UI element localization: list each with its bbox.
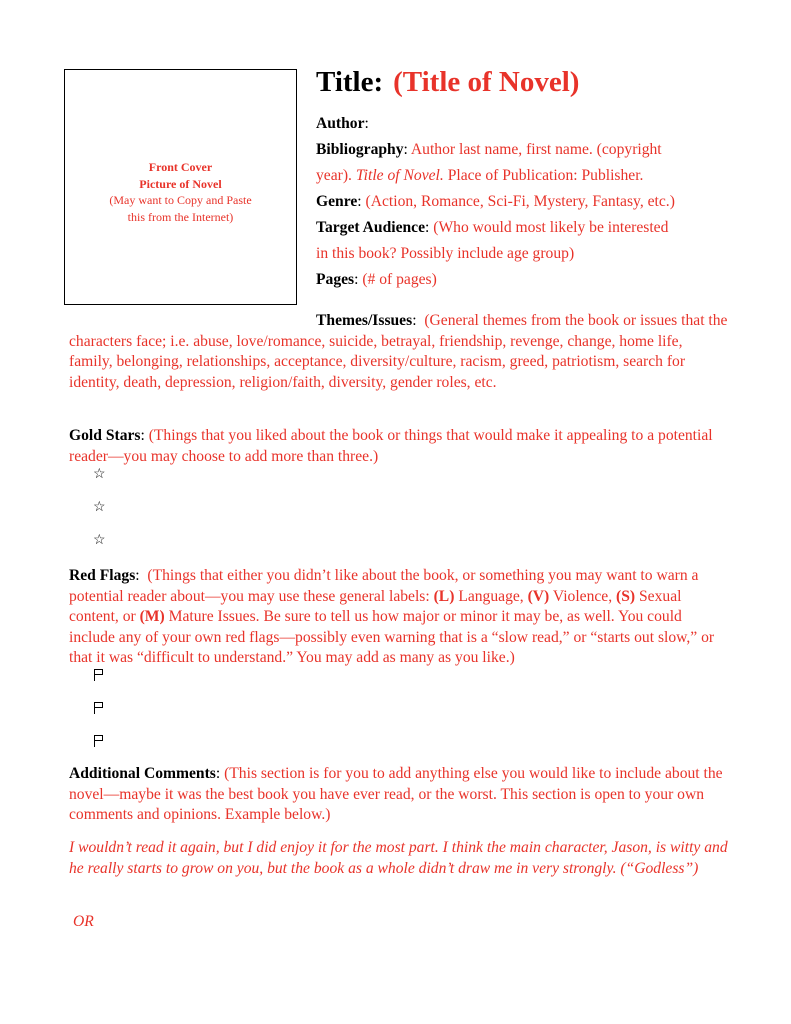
flag-bullet-2-icon xyxy=(93,701,105,715)
title-label: Title: xyxy=(316,66,384,98)
red-flags-label: Red Flags xyxy=(69,567,136,584)
audience-text-1: (Who would most likely be interested xyxy=(433,219,669,236)
red-flags-text-5: Mature Issues. Be sure to tell us how major or minor it may be, as well. You could include any of your own red flags—possibly even warning that is a “slow read,” or “starts out slow,” or that it was “difficult to understand.” You may add as many as you like.) xyxy=(69,608,715,666)
page-title xyxy=(316,66,579,99)
book-info xyxy=(316,111,726,293)
or-section xyxy=(73,912,733,933)
author-row xyxy=(316,111,726,137)
genre-label: Genre xyxy=(316,193,358,210)
or-text: OR xyxy=(73,913,94,930)
additional-comments-section: Additional Comments: (This section is for you to add anything else you would like to include about the novel—maybe it was the best book you have ever read, or the worst. This section is open to your own comments and opinions. Example below.) xyxy=(69,765,723,823)
title-value: (Title of Novel) xyxy=(393,66,580,98)
example-text: I wouldn’t read it again, but I did enjoy it for the most part. I think the main character, Jason, is witty and he really starts to grow on you, but the book as a whole didn’t draw me in very strongly. (“Godless”) xyxy=(69,839,728,877)
bibliography-label: Bibliography xyxy=(316,141,404,158)
bibliography-text-1: Author last name, first name. (copyright xyxy=(410,141,662,158)
pages-row: Pages: (# of pages) xyxy=(316,271,437,288)
cover-line-1: Front Cover xyxy=(148,160,213,174)
audience-row: Target Audience: (Who would most likely be interested in this book? Possibly include age group) xyxy=(316,219,669,262)
themes-label: Themes/Issues xyxy=(316,312,413,329)
cover-line-4: this from the Internet) xyxy=(127,209,234,224)
example-section xyxy=(69,838,729,879)
label-sexual: (S) xyxy=(616,587,636,605)
flag-bullet-3-icon xyxy=(93,734,105,748)
red-flags-text-2: Language, xyxy=(458,587,524,605)
gold-stars-section: Gold Stars: (Things that you liked about the book or things that would make it appealing to a potential reader—you may choose to add more than three.) xyxy=(69,427,713,465)
themes-section: Themes/Issues: (General themes from the book or issues that the characters face; i.e. abuse, love/romance, suicide, betrayal, friendship, revenge, change, home life, family, belonging, relationships, acceptance, diversity/culture, racism, greed, patriotism, search for identity, death, depression, religion/faith, diversity, gender roles, etc. xyxy=(69,312,728,391)
red-flags-text-1: (Things that either you didn’t like about the book, or something you may want to warn a potential reader about—you may use these general labels: xyxy=(69,567,699,605)
red-flags-text-3: Violence, xyxy=(552,587,613,605)
star-bullet-3-icon: ☆ xyxy=(93,533,106,548)
cover-line-3: (May want to Copy and Paste xyxy=(109,193,252,207)
front-cover-placeholder xyxy=(64,69,297,305)
audience-label: Target Audience xyxy=(316,219,426,236)
genre-text: (Action, Romance, Sci-Fi, Mystery, Fantasy, etc.) xyxy=(365,193,675,210)
author-colon: : xyxy=(364,115,369,132)
label-mature: (M) xyxy=(139,608,165,625)
additional-text: (This section is for you to add anything else you would like to include about the novel—maybe it was the best book you have ever read, or the worst. This section is open to your own comments and opinions. Example below.) xyxy=(69,765,723,823)
pages-text: (# of pages) xyxy=(362,271,437,288)
audience-text-2: in this book? Possibly include age group) xyxy=(316,245,575,262)
label-violence: (V) xyxy=(527,587,550,605)
red-flags-section: Red Flags: (Things that either you didn’t like about the book, or something you may want to warn a potential reader about—you may use these general labels: (L) Language, (V) Violence, (S) Sexual content, or (M) Mature Issues. Be sure to tell us how major or minor it may be, as well. You could include any of your own red flags—possibly even warning that is a “slow read,” or “starts out slow,” or that it was “difficult to understand.” You may add as many as you like.) xyxy=(69,567,715,666)
bibliography-text-3: Place of Publication: Publisher. xyxy=(447,167,644,184)
bibliography-italic: Title of Novel. xyxy=(355,167,444,184)
themes-text-1: (General themes from the book or xyxy=(424,312,637,329)
label-language: (L) xyxy=(433,587,455,605)
cover-line-2: Picture of Novel xyxy=(139,176,222,191)
red-flags-text-4: Sexual content, or xyxy=(69,587,682,625)
star-bullet-1-icon: ☆ xyxy=(93,467,106,482)
bibliography-row: Bibliography: Author last name, first name. (copyright year). Title of Novel. Place of Publication: Publisher. xyxy=(316,141,662,184)
additional-label: Additional Comments xyxy=(69,765,216,782)
pages-label: Pages xyxy=(316,271,355,288)
star-bullet-2-icon: ☆ xyxy=(93,500,106,515)
author-label: Author xyxy=(316,115,365,132)
gold-stars-label: Gold Stars xyxy=(69,427,141,444)
gold-stars-text: (Things that you liked about the book or things that would make it appealing to a potential reader—you may choose to add more than three.) xyxy=(69,427,713,465)
themes-text-2: issues that the characters face; i.e. abuse, love/romance, suicide, betrayal, friendship, revenge, change, home life, family, belonging, relationships, acceptance, diversity/culture, racism, greed, patriotism, search for identity, death, depression, religion/faith, diversity, gender roles, etc. xyxy=(69,312,728,391)
bibliography-text-2: year). xyxy=(316,167,352,184)
flag-bullet-1-icon xyxy=(93,668,105,682)
genre-row: Genre: (Action, Romance, Sci-Fi, Mystery, Fantasy, etc.) xyxy=(316,193,675,210)
cover-caption xyxy=(65,159,296,225)
